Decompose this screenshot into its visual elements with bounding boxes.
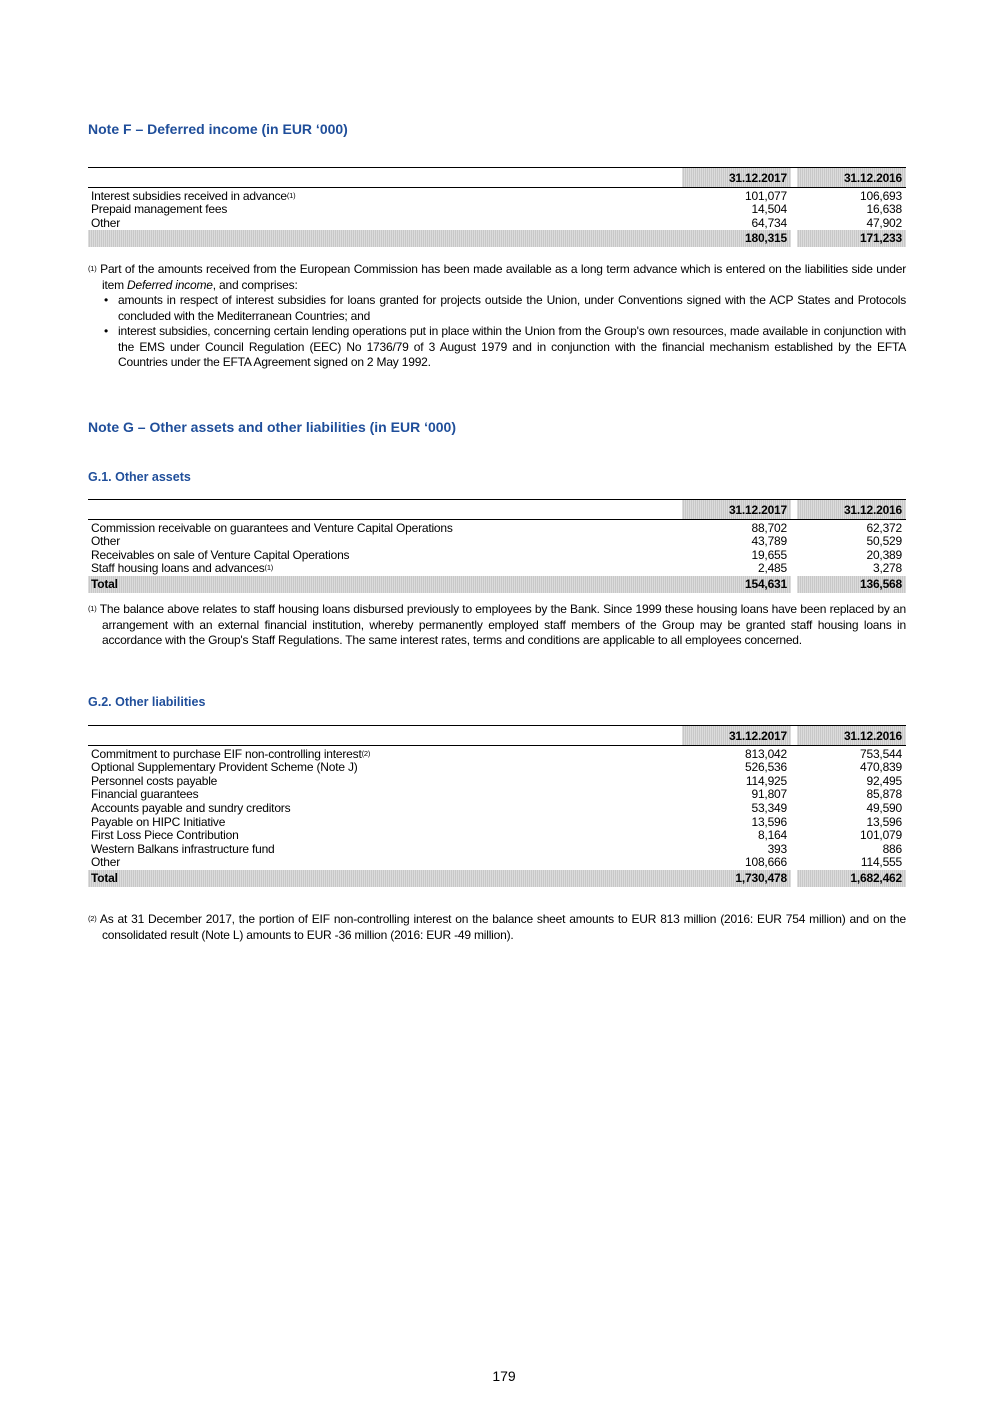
- note-f-footnote: [88, 262, 906, 371]
- total-label: Total: [88, 576, 682, 593]
- footnote-ref: (1): [286, 190, 296, 200]
- row-label: Western Balkans infrastructure fund: [91, 841, 275, 856]
- value-2017: 2,485: [757, 561, 787, 576]
- row-label: First Loss Piece Contribution: [91, 828, 239, 843]
- value-2016: 753,544: [860, 746, 902, 761]
- value-2016: 50,529: [866, 534, 902, 549]
- row-label: Personnel costs payable: [91, 773, 218, 788]
- table-header-row: [88, 726, 906, 746]
- footnote-ref: (2): [361, 748, 371, 758]
- total-2017: 1,730,478: [682, 870, 791, 887]
- value-2016: 470,839: [860, 760, 902, 775]
- row-label: Other: [91, 215, 121, 230]
- row-label: Commitment to purchase EIF non-controlling interest$^{(2)}$: [91, 746, 371, 761]
- footnote-text: As at 31 December 2017, the portion of EIF non-controlling interest on the balance sheet amounts to EUR 813 million (2016: EUR 754 million) and on the consolidated result (Note L) amounts to EUR -36 million (2016: EUR -49 million).: [96, 912, 906, 942]
- table-row: [88, 187, 906, 203]
- row-label: Other: [91, 855, 121, 870]
- row-label: Staff housing loans and advances$^{(1)}$: [91, 561, 274, 576]
- table-row: [88, 856, 906, 870]
- header-label-cell: [88, 168, 682, 188]
- row-label: Accounts payable and sundry creditors: [91, 800, 291, 815]
- table-row: [88, 203, 906, 217]
- value-2017: 8,164: [757, 828, 787, 843]
- total-row: [88, 870, 906, 887]
- table-row: [88, 761, 906, 775]
- note-g-title: Note G – Other assets and other liabilities (in EUR ‘000): [88, 419, 456, 435]
- value-2017: 13,596: [751, 814, 787, 829]
- note-f-title: Note F – Deferred income (in EUR ‘000): [88, 121, 348, 137]
- footnote-text-end: , and comprises:: [212, 277, 298, 292]
- page-number: 179: [492, 1368, 516, 1384]
- table-row: [88, 775, 906, 789]
- column-header-2017: 31.12.2017: [682, 168, 791, 188]
- table-row: [88, 829, 906, 843]
- footnote-bullet-item: • interest subsidies, concerning certain lending operations put in place within the Union from the Group's own resources, made available in conjunction with the EMS under Council Regulation (EEC) No 1736/79 of 3 August 1979 and in conjunction with the financial mechanism established by the EFTA Countries under the EFTA Agreement signed on 2 May 1992.: [104, 324, 906, 369]
- value-2016: 16,638: [866, 202, 902, 217]
- value-2016: 106,693: [860, 188, 902, 203]
- footnote-text: The balance above relates to staff housing loans disbursed previously to employees by the Bank. Since 1999 these housing loans have been replaced by an arrangement with an external financial institution, whereby permanently employed staff members of the Group may be granted staff housing loans in accordance with the Group's Staff Regulations. The same interest rates, terms and conditions are applicable to all employees concerned.: [96, 602, 906, 647]
- bullet-icon: •: [104, 324, 109, 338]
- value-2017: 19,655: [751, 547, 787, 562]
- value-2016: 886: [882, 841, 902, 856]
- header-label-cell: [88, 726, 682, 746]
- footnote-marker: (1): [88, 264, 97, 273]
- value-2016: 85,878: [866, 787, 902, 802]
- footnote-text: Part of the amounts received from the European Commission has been made available as a long term advance which is entered on the liabilities side under item: [96, 262, 906, 292]
- value-2016: 49,590: [866, 800, 902, 815]
- footnote-ref: (1): [264, 563, 274, 573]
- row-label: Receivables on sale of Venture Capital Operations: [91, 547, 350, 562]
- column-header-2016: 31.12.2016: [797, 168, 906, 188]
- table-row: [88, 788, 906, 802]
- row-label: Optional Supplementary Provident Scheme (Note J): [91, 760, 358, 775]
- column-header-2016: 31.12.2016: [797, 726, 906, 746]
- value-2017: 114,925: [745, 773, 787, 788]
- other-assets-table: [88, 499, 906, 593]
- total-2016: 171,233: [797, 230, 906, 247]
- footnote-bullet-list: [88, 293, 906, 371]
- footnote-bullet-item: • amounts in respect of interest subsidies for loans granted for projects outside the Union, under Conventions signed with the ACP States and Protocols concluded with the Mediterranean Countries; and: [104, 293, 906, 323]
- total-label: Total: [88, 870, 682, 887]
- g1-footnote: [88, 602, 906, 649]
- table-row: [88, 802, 906, 816]
- total-2017: 180,315: [682, 230, 791, 247]
- value-2017: 393: [767, 841, 787, 856]
- total-2016: 1,682,462: [797, 870, 906, 887]
- footnote-marker: (2): [88, 914, 97, 923]
- footnote-italic-term: Deferred income: [127, 277, 213, 292]
- deferred-income-table: [88, 167, 906, 247]
- value-2017: 101,077: [745, 188, 787, 203]
- total-row: [88, 576, 906, 593]
- value-2017: 108,666: [745, 855, 787, 870]
- header-label-cell: [88, 500, 682, 520]
- g1-title: G.1. Other assets: [88, 470, 191, 484]
- value-2016: 101,079: [860, 828, 902, 843]
- column-header-2017: 31.12.2017: [682, 500, 791, 520]
- table-row: [88, 535, 906, 549]
- row-label: Interest subsidies received in advance$^{(1)}$: [91, 188, 296, 203]
- total-label: [88, 230, 682, 247]
- total-2017: 154,631: [682, 576, 791, 593]
- bullet-icon: •: [104, 293, 109, 307]
- value-2017: 64,734: [751, 215, 787, 230]
- value-2016: 92,495: [866, 773, 902, 788]
- row-label: Financial guarantees: [91, 787, 199, 802]
- value-2017: 88,702: [751, 520, 787, 535]
- other-liabilities-table: [88, 725, 906, 887]
- value-2016: 114,555: [860, 855, 902, 870]
- row-label: Payable on HIPC Initiative: [91, 814, 226, 829]
- value-2017: 43,789: [751, 534, 787, 549]
- row-label: Prepaid management fees: [91, 202, 228, 217]
- value-2016: 20,389: [866, 547, 902, 562]
- table-header-row: [88, 500, 906, 520]
- table-row: [88, 562, 906, 576]
- table-row: [88, 519, 906, 535]
- row-label: Commission receivable on guarantees and Venture Capital Operations: [91, 520, 453, 535]
- table-row: [88, 549, 906, 563]
- total-row: [88, 230, 906, 247]
- value-2017: 14,504: [751, 202, 787, 217]
- value-2016: 47,902: [866, 215, 902, 230]
- column-header-2016: 31.12.2016: [797, 500, 906, 520]
- table-row: [88, 843, 906, 857]
- footnote-marker: (1): [88, 604, 97, 613]
- table-row: [88, 217, 906, 231]
- row-label: Other: [91, 534, 121, 549]
- value-2017: 53,349: [751, 800, 787, 815]
- table-header-row: [88, 168, 906, 188]
- g2-title: G.2. Other liabilities: [88, 695, 206, 709]
- value-2017: 813,042: [745, 746, 787, 761]
- g2-footnote: [88, 912, 906, 943]
- table-row: [88, 816, 906, 830]
- value-2017: 526,536: [745, 760, 787, 775]
- column-header-2017: 31.12.2017: [682, 726, 791, 746]
- value-2016: 13,596: [866, 814, 902, 829]
- value-2016: 62,372: [866, 520, 902, 535]
- value-2016: 3,278: [872, 561, 902, 576]
- total-2016: 136,568: [797, 576, 906, 593]
- table-row: [88, 745, 906, 761]
- value-2017: 91,807: [751, 787, 787, 802]
